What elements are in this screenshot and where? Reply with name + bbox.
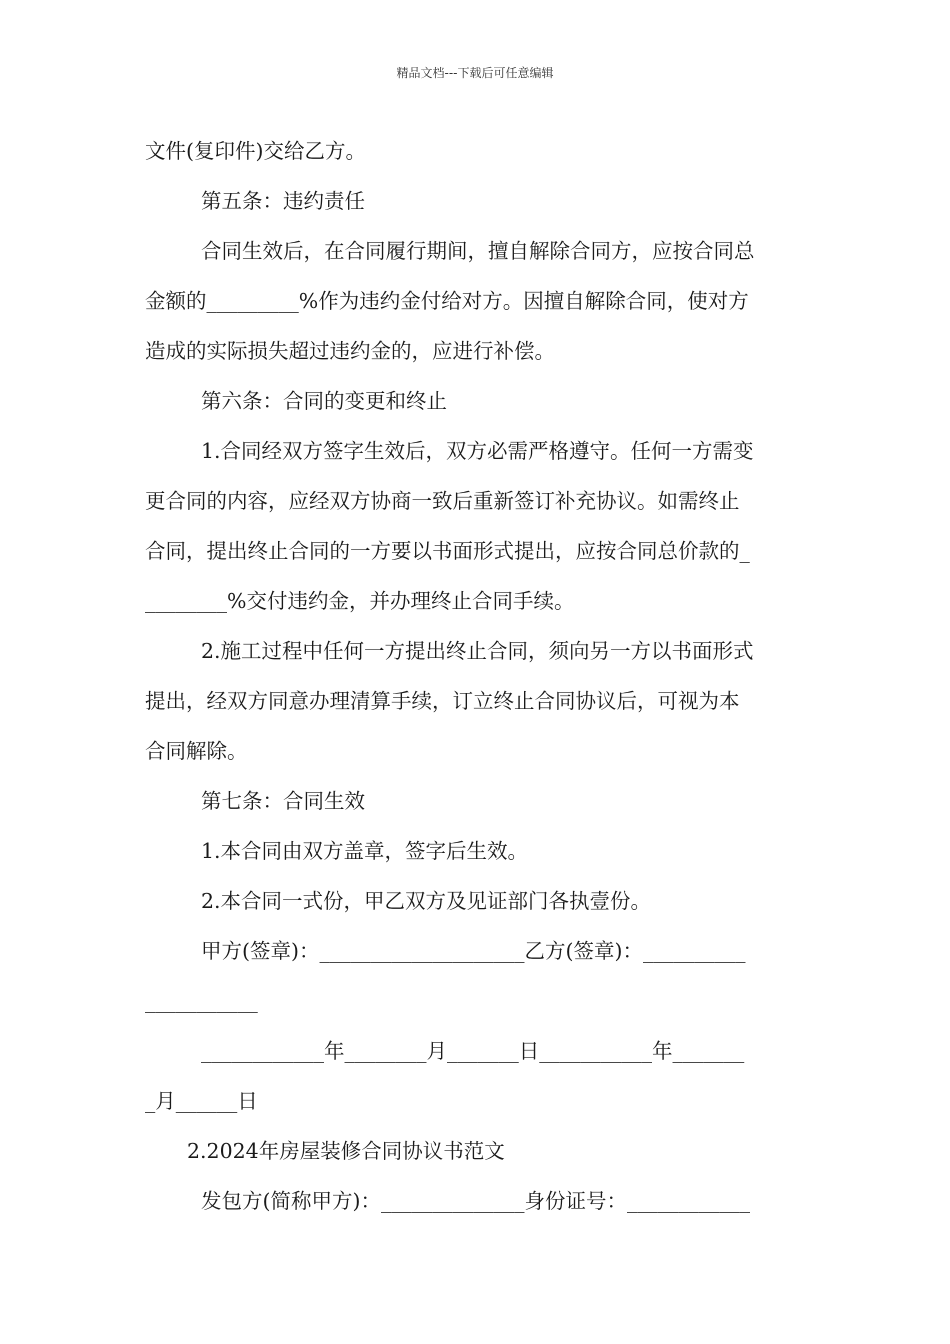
page-header: 精品文档---下载后可任意编辑	[396, 66, 554, 80]
signature-line: ___________	[145, 989, 258, 1013]
paragraph-line: ________%交付违约金，并办理终止合同手续。	[145, 589, 575, 613]
article-heading: 第五条：违约责任	[201, 189, 365, 213]
paragraph-line: 合同生效后，在合同履行期间，擅自解除合同方，应按合同总	[201, 239, 755, 263]
paragraph-line: 文件(复印件)交给乙方。	[145, 139, 366, 163]
paragraph-line: 提出，经双方同意办理清算手续，订立终止合同协议后，可视为本	[145, 689, 740, 713]
date-line: _月______日	[145, 1089, 258, 1113]
paragraph-line: 金额的_________%作为违约金付给对方。因擅自解除合同，使对方	[145, 289, 749, 313]
section-title: 2.2024年房屋装修合同协议书范文	[187, 1139, 505, 1163]
paragraph-line: 合同解除。	[145, 739, 248, 763]
article-heading: 第七条：合同生效	[201, 789, 365, 813]
paragraph-line: 造成的实际损失超过违约金的，应进行补偿。	[145, 339, 555, 363]
paragraph-line: 2.施工过程中任何一方提出终止合同，须向另一方以书面形式	[201, 639, 754, 663]
paragraph-line: 更合同的内容，应经双方协商一致后重新签订补充协议。如需终止	[145, 489, 740, 513]
article-heading: 第六条：合同的变更和终止	[201, 389, 447, 413]
date-line: ____________年________月_______日___________年_______	[201, 1039, 745, 1063]
paragraph-line: 1.本合同由双方盖章，签字后生效。	[201, 839, 529, 863]
signature-line: 甲方(签章)：____________________乙方(签章)：__________	[201, 939, 746, 963]
paragraph-line: 2.本合同一式份，甲乙双方及见证部门各执壹份。	[201, 889, 652, 913]
party-line: 发包方(简称甲方)：______________身份证号：____________	[201, 1189, 750, 1213]
paragraph-line: 1.合同经双方签字生效后，双方必需严格遵守。任何一方需变	[201, 439, 754, 463]
paragraph-line: 合同，提出终止合同的一方要以书面形式提出，应按合同总价款的_	[145, 539, 750, 563]
